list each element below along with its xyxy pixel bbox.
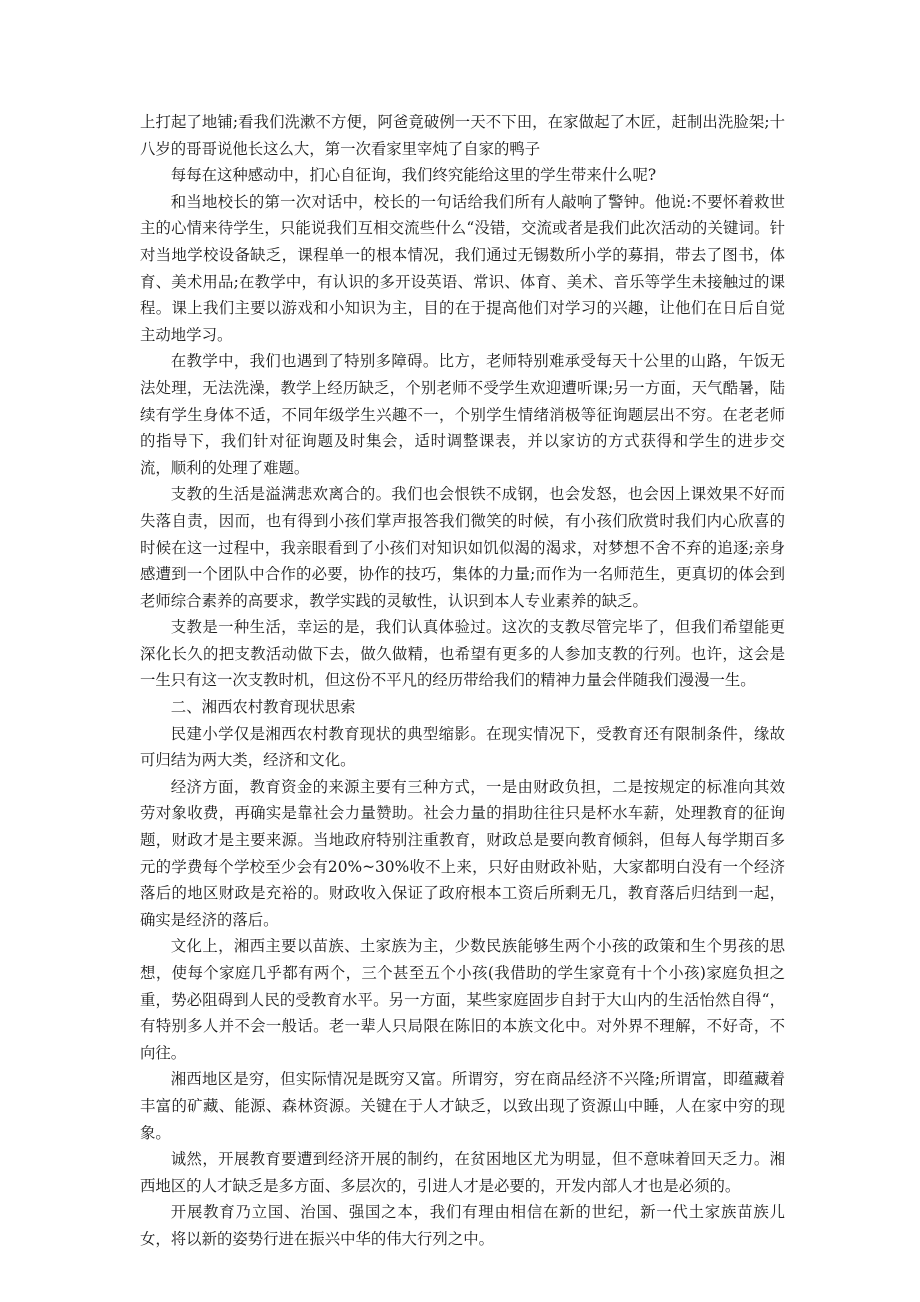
paragraph-9: 文化上，湘西主要以苗族、土家族为主，少数民族能够生两个小孩的政策和生个男孩的思想，使每个家庭几乎都有两个，三个甚至五个小孩(我借助的学生家竟有十个小孩)家庭负担之重，势必阻碍到人民的受教育水平。另一方面，某些家庭固步自封于大山内的生活怡然自得“，有特别多人并不会一般话。老一辈人只局限在陈旧的本族文化中。对外界不理解，不好奇，不向往。 xyxy=(140,937,785,1062)
paragraph-8: 经济方面，教育资金的来源主要有三种方式，一是由财政负担，二是按规定的标准向其效劳对象收费，再确实是靠社会力量赞助。社会力量的捐助往往只是杯水车薪，处理教育的征询题，财政才是主要来源。当地政府特别注重教育，财政总是要向教育倾斜，但每人每学期百多元的学费每个学校至少会有20%~30%收不上来，只好由财政补贴，大家都明白没有一个经济落后的地区财政是充裕的。财政收入保证了政府根本工资后所剩无几，教育落后归结到一起，确实是经济的落后。 xyxy=(140,777,785,929)
paragraph-7: 民建小学仅是湘西农村教育现状的典型缩影。在现实情况下，受教育还有限制条件，缘故可归结为两大类，经济和文化。 xyxy=(140,724,785,770)
paragraph-2: 每每在这种感动中，扪心自征询，我们终究能给这里的学生带来什么呢? xyxy=(170,166,657,185)
paragraph-6: 支教是一种生活，幸运的是，我们认真体验过。这次的支教尽管完毕了，但我们希望能更深化长久的把支教活动做下去，做久做精，也希望有更多的人参加支教的行列。也许，这会是一生只有这一次支教时机，但这份不平凡的经历带给我们的精神力量会伴随我们漫漫一生。 xyxy=(140,618,785,690)
paragraph-10: 湘西地区是穷，但实际情况是既穷又富。所谓穷，穷在商品经济不兴隆;所谓富，即蕴藏着丰富的矿藏、能源、森林资源。关键在于人才缺乏，以致出现了资源山中睡，人在家中穷的现象。 xyxy=(140,1070,785,1142)
section-heading: 二、湘西农村教育现状思索 xyxy=(170,698,356,717)
paragraph-11: 诚然，开展教育要遭到经济开展的制约，在贫困地区尤为明显，但不意味着回天乏力。湘西地区的人才缺乏是多方面、多层次的，引进人才是必要的，开发内部人才也是必须的。 xyxy=(140,1150,785,1195)
paragraph-5: 支教的生活是溢满悲欢离合的。我们也会恨铁不成钢，也会发怒，也会因上课效果不好而失落自责，因而，也有得到小孩们掌声报答我们微笑的时候，有小孩们欣赏时我们内心欣喜的时候在这一过程中，我亲眼看到了小孩们对知识如饥似渴的渴求，对梦想不舍不弃的追逐;亲身感遭到一个团队中合作的必要，协作的技巧，集体的力量;而作为一名师范生，更真切的体会到老师综合素养的高要求，教学实践的灵敏性，认识到本人专业素养的缺乏。 xyxy=(140,485,785,610)
paragraph-12: 开展教育乃立国、治国、强国之本，我们有理由相信在新的世纪，新一代土家族苗族儿女，将以新的姿势行进在振兴中华的伟大行列之中。 xyxy=(140,1203,785,1248)
document-body xyxy=(140,109,785,1253)
paragraph-1: 上打起了地铺;看我们洗漱不方便，阿爸竟破例一天不下田，在家做起了木匠，赶制出洗脸架;十八岁的哥哥说他长这么大，第一次看家里宰炖了自家的鸭子 xyxy=(140,113,785,158)
paragraph-4: 在教学中，我们也遇到了特别多障碍。比方，老师特别难承受每天十公里的山路，午饭无法处理，无法洗澡，教学上经历缺乏，个别老师不受学生欢迎遭听课;另一方面，天气酷暑，陆续有学生身体不适，不同年级学生兴趣不一，个别学生情绪消极等征询题层出不穷。在老老师的指导下，我们针对征询题及时集会，适时调整课表，并以家访的方式获得和学生的进步交流，顺利的处理了难题。 xyxy=(140,352,785,477)
paragraph-3: 和当地校长的第一次对话中，校长的一句话给我们所有人敲响了警钟。他说:不要怀着救世主的心情来待学生，只能说我们互相交流些什么“没错，交流或者是我们此次活动的关键词。针对当地学校设备缺乏，课程单一的根本情况，我们通过无锡数所小学的募捐，带去了图书，体育、美术用品;在教学中，有认识的多开设英语、常识、体育、美术、音乐等学生未接触过的课程。课上我们主要以游戏和小知识为主，目的在于提高他们对学习的兴趣，让他们在日后自觉主动地学习。 xyxy=(140,192,785,344)
